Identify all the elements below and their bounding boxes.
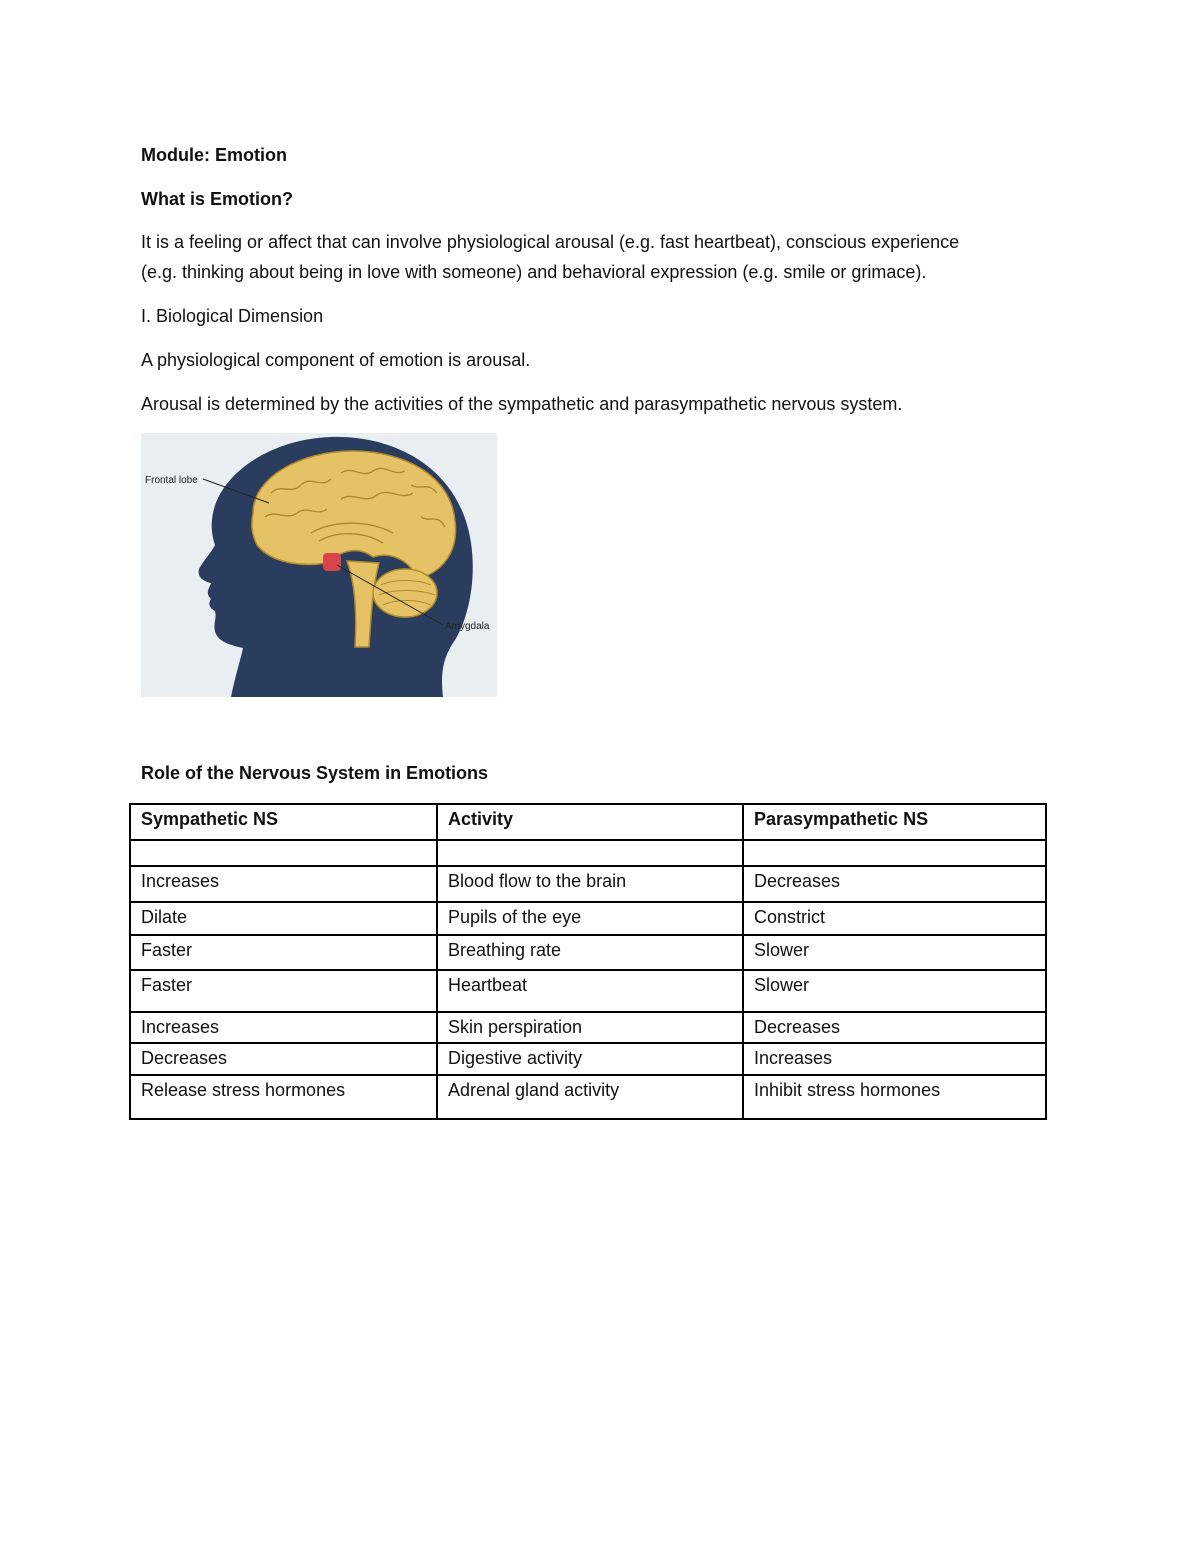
table-cell: Release stress hormones xyxy=(130,1075,437,1119)
table-title: Role of the Nervous System in Emotions xyxy=(141,763,489,783)
table-row-empty xyxy=(130,840,1046,866)
table-cell: Heartbeat xyxy=(437,970,743,1012)
table-cell: Increases xyxy=(743,1043,1046,1075)
frontal-lobe-label: Frontal lobe xyxy=(145,475,198,486)
table-cell: Skin perspiration xyxy=(437,1012,743,1043)
table-row xyxy=(130,935,1046,970)
table-row xyxy=(130,970,1046,1012)
table-header-row xyxy=(130,804,1046,840)
nervous-system-table xyxy=(129,803,1047,1120)
table-cell: Decreases xyxy=(743,866,1046,902)
table-cell: Faster xyxy=(130,935,437,970)
table-row xyxy=(130,1075,1046,1119)
brain-figure xyxy=(141,433,497,697)
definition-line-2: (e.g. thinking about being in love with someone) and behavioral expression (e.g. smile or grimace). xyxy=(141,262,927,282)
section-heading: I. Biological Dimension xyxy=(141,306,324,326)
table-cell: Digestive activity xyxy=(437,1043,743,1075)
table-cell: Breathing rate xyxy=(437,935,743,970)
module-title: Module: Emotion xyxy=(141,145,287,165)
what-is-heading: What is Emotion? xyxy=(141,189,293,209)
definition-line-1: It is a feeling or affect that can involve physiological arousal (e.g. fast heartbeat), conscious experience xyxy=(141,232,960,252)
table-row xyxy=(130,866,1046,902)
table-row xyxy=(130,902,1046,935)
table-cell xyxy=(743,840,1046,866)
amygdala-label: Amygdala xyxy=(445,621,490,632)
header-sympathetic: Sympathetic NS xyxy=(130,804,437,840)
table-cell: Increases xyxy=(130,866,437,902)
table-cell: Inhibit stress hormones xyxy=(743,1075,1046,1119)
table-cell: Slower xyxy=(743,935,1046,970)
table-cell: Decreases xyxy=(743,1012,1046,1043)
table-cell: Increases xyxy=(130,1012,437,1043)
header-activity: Activity xyxy=(437,804,743,840)
arousal-text: Arousal is determined by the activities of the sympathetic and parasympathetic nervous system. xyxy=(141,394,903,414)
table-row xyxy=(130,1043,1046,1075)
table-cell: Pupils of the eye xyxy=(437,902,743,935)
table-cell xyxy=(130,840,437,866)
amygdala-highlight xyxy=(323,553,341,571)
table-cell xyxy=(437,840,743,866)
table-cell: Decreases xyxy=(130,1043,437,1075)
header-parasympathetic: Parasympathetic NS xyxy=(743,804,1046,840)
table-row xyxy=(130,1012,1046,1043)
table-cell: Faster xyxy=(130,970,437,1012)
table-cell: Blood flow to the brain xyxy=(437,866,743,902)
physiological-text: A physiological component of emotion is arousal. xyxy=(141,350,531,370)
table-cell: Slower xyxy=(743,970,1046,1012)
table-cell: Dilate xyxy=(130,902,437,935)
table-cell: Constrict xyxy=(743,902,1046,935)
table-cell: Adrenal gland activity xyxy=(437,1075,743,1119)
